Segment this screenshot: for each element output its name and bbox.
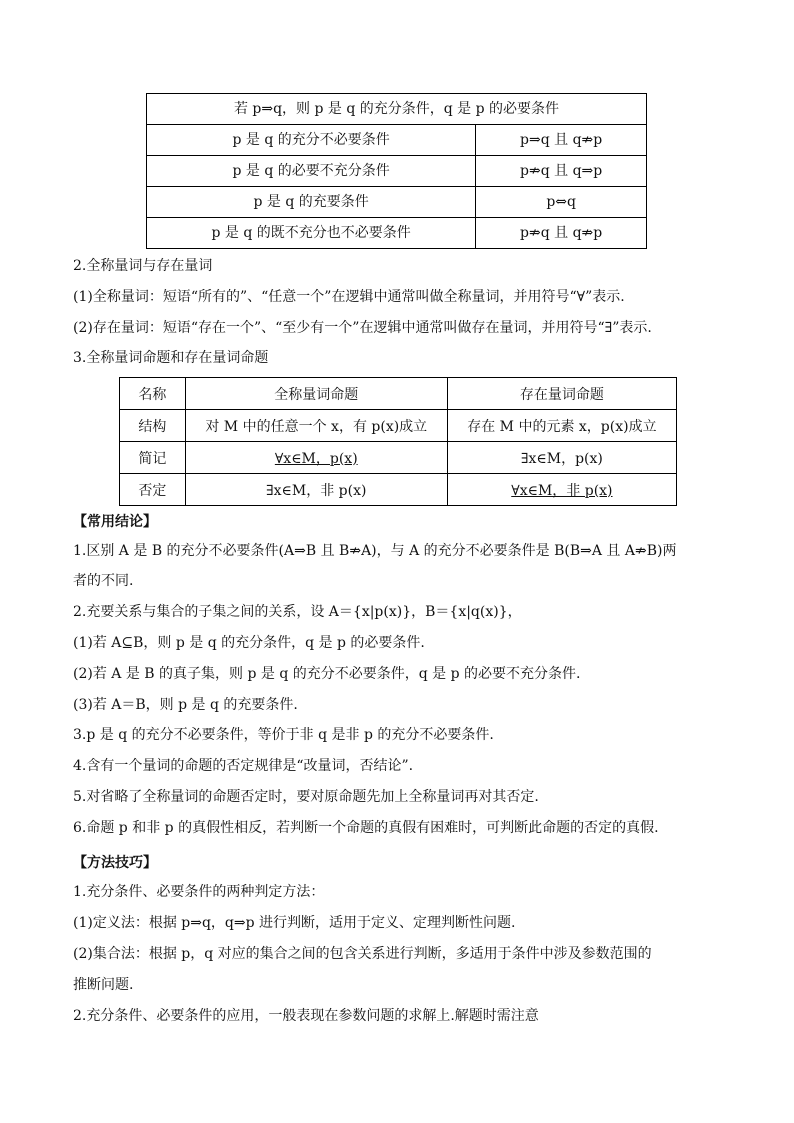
paragraph-line: 1.充分条件、必要条件的两种判定方法： <box>73 884 325 900</box>
table-row <box>147 125 647 156</box>
table-cell: p 是 q 的充要条件 <box>147 187 476 218</box>
table-row <box>120 474 677 506</box>
table-cell: 存在 M 中的元素 x，p(x)成立 <box>447 410 676 442</box>
table-row <box>120 442 677 474</box>
paragraph-line: 3.p 是 q 的充分不必要条件，等价于非 q 是非 p 的充分不必要条件. <box>73 727 494 743</box>
table-cell: ∃x∈M，p(x) <box>447 442 676 474</box>
paragraph-line: (1)全称量词：短语“所有的”、“任意一个”在逻辑中通常叫做全称量词，并用符号“∀”表示. <box>73 289 625 305</box>
table-cell: p 是 q 的既不充分也不必要条件 <box>147 218 476 249</box>
method-tips-heading: 【方法技巧】 <box>73 855 157 871</box>
table-row <box>147 187 647 218</box>
table-cell: p 是 q 的必要不充分条件 <box>147 156 476 187</box>
table-row <box>120 378 677 410</box>
condition-table <box>146 93 647 249</box>
table-row <box>147 218 647 249</box>
section-title: 2.全称量词与存在量词 <box>73 258 213 274</box>
common-conclusions-heading: 【常用结论】 <box>73 514 157 530</box>
table-row <box>147 156 647 187</box>
paragraph-line: 2.充分条件、必要条件的应用，一般表现在参数问题的求解上.解题时需注意 <box>73 1008 539 1024</box>
table-cell: ∃x∈M，非 p(x) <box>185 474 447 506</box>
paragraph-line: 4.含有一个量词的命题的否定规律是“改量词，否结论”. <box>73 758 414 774</box>
table-cell: 否定 <box>120 474 186 506</box>
table-header-cell: 全称量词命题 <box>185 378 447 410</box>
table-cell: p⇏q 且 q⇏p <box>476 218 647 249</box>
table-cell: 简记 <box>120 442 186 474</box>
table-cell: 对 M 中的任意一个 x，有 p(x)成立 <box>185 410 447 442</box>
paragraph-line: (3)若 A＝B，则 p 是 q 的充要条件. <box>73 697 298 713</box>
paragraph-line: 推断问题. <box>73 977 134 993</box>
paragraph-line: (2)存在量词：短语“存在一个”、“至少有一个”在逻辑中通常叫做存在量词，并用符号“∃”表示. <box>73 320 652 336</box>
quantifier-table <box>119 377 677 506</box>
table-cell: ∀x∈M，p(x) <box>185 442 447 474</box>
table-cell: p⇏q 且 q⇒p <box>476 156 647 187</box>
section-title: 3.全称量词命题和存在量词命题 <box>73 350 269 366</box>
paragraph-line: (2)集合法：根据 p，q 对应的集合之间的包含关系进行判断，多适用于条件中涉及参数范围的 <box>73 946 652 962</box>
paragraph-line: 1.区别 A 是 B 的充分不必要条件(A⇒B 且 B⇏A)，与 A 的充分不必要条件是 B(B⇒A 且 A⇏B)两 <box>73 543 677 559</box>
table-row <box>147 94 647 125</box>
table-cell: p⇒q 且 q⇏p <box>476 125 647 156</box>
condition-table-header: 若 p⇒q，则 p 是 q 的充分条件，q 是 p 的必要条件 <box>147 94 647 125</box>
paragraph-line: (1)若 A⊆B，则 p 是 q 的充分条件，q 是 p 的必要条件. <box>73 635 425 651</box>
paragraph-line: (2)若 A 是 B 的真子集，则 p 是 q 的充分不必要条件，q 是 p 的必要不充分条件. <box>73 666 581 682</box>
paragraph-line: 2.充要关系与集合的子集之间的关系，设 A＝{x|p(x)}，B＝{x|q(x)}， <box>73 604 522 620</box>
table-cell: p 是 q 的充分不必要条件 <box>147 125 476 156</box>
table-cell: p⇔q <box>476 187 647 218</box>
table-row <box>120 410 677 442</box>
table-header-cell: 名称 <box>120 378 186 410</box>
paragraph-line: (1)定义法：根据 p⇒q，q⇒p 进行判断，适用于定义、定理判断性问题. <box>73 915 516 931</box>
table-cell: ∀x∈M，非 p(x) <box>447 474 676 506</box>
paragraph-line: 6.命题 p 和非 p 的真假性相反，若判断一个命题的真假有困难时，可判断此命题的否定的真假. <box>73 820 659 836</box>
table-header-cell: 存在量词命题 <box>447 378 676 410</box>
table-cell: 结构 <box>120 410 186 442</box>
paragraph-line: 者的不同. <box>73 573 134 589</box>
paragraph-line: 5.对省略了全称量词的命题否定时，要对原命题先加上全称量词再对其否定. <box>73 789 539 805</box>
